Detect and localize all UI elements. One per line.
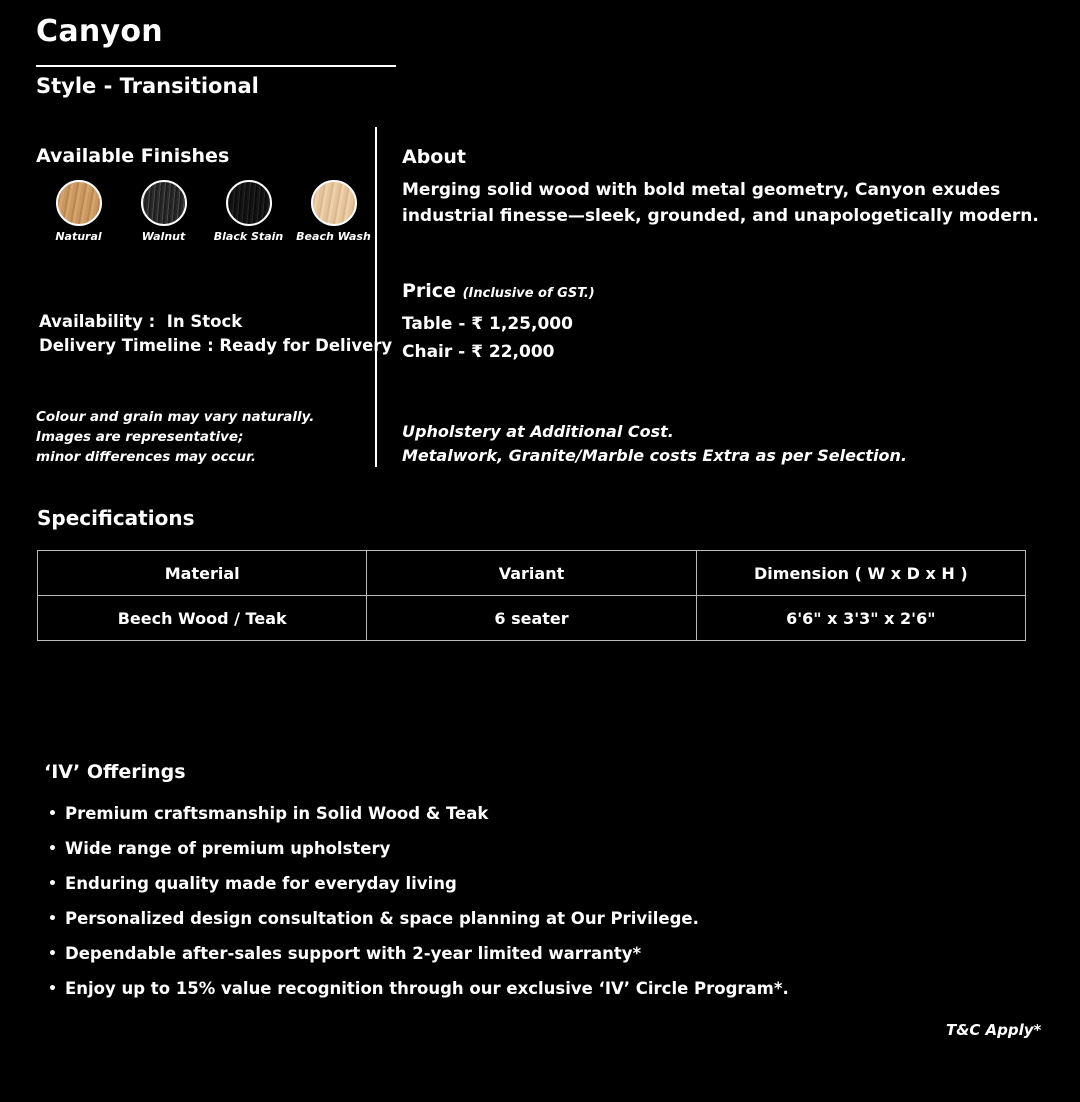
finish-label: Black Stain xyxy=(213,230,284,243)
about-heading: About xyxy=(402,146,466,168)
vertical-divider xyxy=(375,127,377,467)
availability-status: Availability : In Stock xyxy=(39,312,243,331)
extra-costs xyxy=(402,420,907,468)
list-item xyxy=(48,975,789,1010)
finish-natural[interactable] xyxy=(36,180,121,243)
product-title: Canyon xyxy=(36,14,163,49)
beach-wash-swatch xyxy=(311,180,357,226)
walnut-swatch xyxy=(141,180,187,226)
natural-swatch xyxy=(56,180,102,226)
table-price: Table - ₹ 1,25,000 xyxy=(402,314,573,334)
offerings-list xyxy=(48,800,789,1010)
table-header-row xyxy=(38,551,1026,596)
finish-black-stain[interactable] xyxy=(206,180,291,243)
price-gst-note: (Inclusive of GST.) xyxy=(462,286,595,301)
availability-block xyxy=(39,310,392,358)
offering-text: Enduring quality made for everyday living xyxy=(65,874,457,893)
black-stain-swatch xyxy=(226,180,272,226)
list-item xyxy=(48,835,789,870)
about-text: Merging solid wood with bold metal geometry, Canyon exudes industrial finesse—sleek, grounded, and unapologetically modern. xyxy=(402,180,1039,226)
finish-label: Beach Wash xyxy=(296,230,371,243)
offering-text: Enjoy up to 15% value recognition through our exclusive ‘IV’ Circle Program*. xyxy=(65,979,789,998)
style-label: Style - Transitional xyxy=(36,74,259,98)
price-list xyxy=(402,310,573,366)
finish-beach-wash[interactable] xyxy=(291,180,376,243)
offerings-heading: ‘IV’ Offerings xyxy=(44,761,186,783)
metalwork-note: Metalwork, Granite/Marble costs Extra as per Selection. xyxy=(402,446,908,465)
price-heading xyxy=(402,280,595,302)
table-row xyxy=(38,596,1026,641)
bullet-icon: • xyxy=(48,841,57,857)
note-line: Colour and grain may vary naturally. xyxy=(36,409,315,425)
finish-swatches xyxy=(36,180,376,243)
finish-walnut[interactable] xyxy=(121,180,206,243)
price-label: Price xyxy=(402,280,456,302)
title-underline xyxy=(36,65,396,67)
specifications-heading: Specifications xyxy=(37,506,195,530)
note-line: minor differences may occur. xyxy=(36,449,256,465)
header-material: Material xyxy=(38,551,367,596)
upholstery-note: Upholstery at Additional Cost. xyxy=(402,422,674,441)
offering-text: Wide range of premium upholstery xyxy=(65,839,391,858)
cell-dimension: 6'6" x 3'3" x 2'6" xyxy=(696,596,1025,641)
list-item xyxy=(48,940,789,975)
bullet-icon: • xyxy=(48,806,57,822)
finishes-heading: Available Finishes xyxy=(36,145,230,167)
bullet-icon: • xyxy=(48,981,57,997)
finish-label: Walnut xyxy=(141,230,186,243)
bullet-icon: • xyxy=(48,911,57,927)
header-dimension: Dimension ( W x D x H ) xyxy=(696,551,1025,596)
delivery-timeline: Delivery Timeline : Ready for Delivery xyxy=(39,336,393,355)
disclaimer-note xyxy=(36,407,314,467)
header-variant: Variant xyxy=(367,551,696,596)
finish-label: Natural xyxy=(55,230,102,243)
bullet-icon: • xyxy=(48,876,57,892)
cell-material: Beech Wood / Teak xyxy=(38,596,367,641)
list-item xyxy=(48,870,789,905)
offering-text: Personalized design consultation & space planning at Our Privilege. xyxy=(65,909,699,928)
note-line: Images are representative; xyxy=(36,429,244,445)
offering-text: Premium craftsmanship in Solid Wood & Teak xyxy=(65,804,489,823)
offering-text: Dependable after-sales support with 2-year limited warranty* xyxy=(65,944,642,963)
list-item xyxy=(48,905,789,940)
terms-note: T&C Apply* xyxy=(946,1021,1042,1039)
cell-variant: 6 seater xyxy=(367,596,696,641)
specifications-table xyxy=(37,550,1026,641)
list-item xyxy=(48,800,789,835)
chair-price: Chair - ₹ 22,000 xyxy=(402,342,555,362)
bullet-icon: • xyxy=(48,946,57,962)
